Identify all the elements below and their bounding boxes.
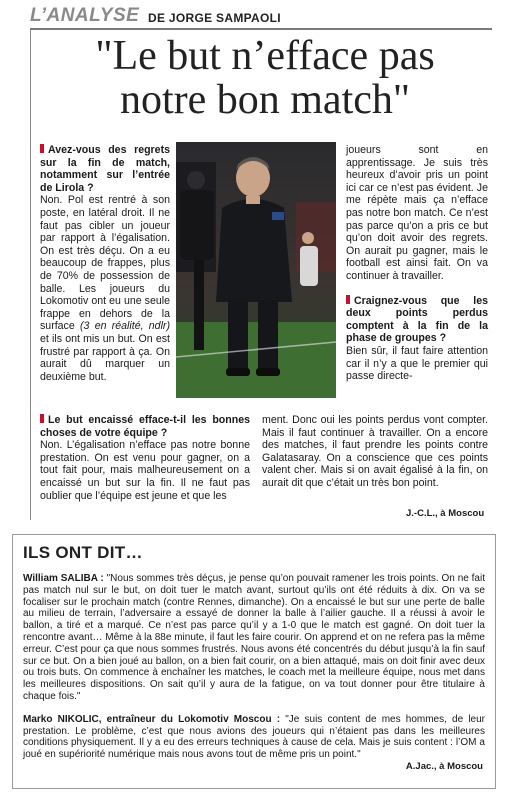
section-kicker: [30, 6, 492, 30]
quotes-box-title: ILS ONT DIT…: [23, 543, 143, 562]
article-signature: J.-C.L., à Moscou: [406, 508, 485, 519]
answer-2: Non. L’égalisation n’efface pas notre bonne prestation. On est venu pour gagner, on a tout fait pour, mais malheureusement on a encaissé un but sur la fin. Il ne faut pas oublier que l’équipe est jeune et que les: [40, 439, 250, 502]
answer-3-end: ment. Donc oui les points perdus vont compter. Mais il faut continuer à travailler. On a encore des matches, il faut prendre les points contre Galatasaray. On a conscience que ces points valent cher. Mais si on avait égalisé à la fin, on aurait dit que c’était un très bon point.: [262, 414, 488, 489]
interview-column-bottom-right: [262, 414, 488, 490]
quote-nikolic: Marko NIKOLIC, entraîneur du Lokomotiv Moscou : "Je suis content de mes hommes, de leur prestation. Le problème, c’est que nous avions des joueurs qui n’étaient pas dans les meilleures conditions physiquement. Il y a eu des erreurs techniques à cause de cela. Mais je suis content : l’OM a joué en supériorité numérique mais nous avons tout de même pris un point.": [23, 713, 485, 761]
coach-photo: [176, 142, 336, 398]
interview-column-bottom-left: [40, 414, 250, 502]
vertical-rule: [30, 30, 31, 520]
question-marker: [40, 144, 44, 153]
quotes-box-signature: A.Jac., à Moscou: [405, 761, 483, 772]
question-marker: [346, 295, 350, 304]
interview-column-left: [40, 144, 170, 383]
speaker-saliba: William SALIBA :: [23, 573, 104, 584]
editor-note: (3 en réalité, ndlr): [80, 320, 170, 333]
answer-1: Non. Pol est rentré à son poste, en latéral droit. Il ne faut pas cibler un joueur par rapport à l’égalisation. On est très déçu. On a eu beaucoup de frappes, plus de 70% de possession de balle. Les joueurs du Lokomotiv ont eu une seule frappe en dehors de la surface (3 en réalité, ndlr) et ils ont mis un but. On est frustré par rapport à ça. On aurait dû marquer un deuxième but.: [40, 194, 170, 383]
quote-saliba: William SALIBA : "Nous sommes très déçus, je pense qu’on pouvait ramener les trois points. On ne fait pas match nul sur le but, on doit tuer le match avant, surtout qu’ils ont été réduits à dix. On va se focaliser sur le prochain match (contre Rennes, dimanche). On a encaissé le but sur une perte de balle au milieu de terrain, l’adversaire a essayé de donner la balle à l’ailier gauche. Il a réussi à avoir le ballon, a tiré et a marqué. Ce n’est pas parce qu’il y a 1-0 que le match est gagné. On doit tuer la rencontre avant… Même à la 88e minute, il faut les faire courir. On apprend et on ne refera pas la même erreur. C’est pour ça que nous sommes frustrés. Nous avons été concentrés du début jusqu’à la fin sauf sur ce but. On a bien joué au ballon, on a bien fait courir, on a bien attaqué, mais on doit finir avec deux ou trois buts. On commence à enchaîner les matches, le coach met la meilleure équipe, nous met dans les meilleures dispositions. On sait qu’il y aura de la fatigue, on va tout donner pour être titulaire à chaque fois.": [23, 573, 485, 702]
section-label: L’ANALYSE: [30, 5, 140, 26]
question-3: Craignez-vous que les deux points perdus comptent à la fin de la phase de groupes ?: [346, 294, 488, 345]
answer-3-start: Bien sûr, il faut faire attention car il n’y a que le premier qui passe directe-: [346, 344, 488, 383]
headline-line-1: "Le but n’efface pas: [95, 33, 435, 79]
headline: [40, 34, 490, 122]
speaker-nikolic: Marko NIKOLIC, entraîneur du Lokomotiv Moscou :: [23, 713, 281, 725]
quotes-box-body: [23, 573, 485, 761]
question-2: Le but encaissé efface-t-il les bonnes choses de votre équipe ?: [40, 414, 250, 439]
section-author: DE JORGE SAMPAOLI: [148, 11, 281, 25]
headline-line-2: notre bon match": [119, 77, 411, 123]
quotes-box: [12, 534, 496, 789]
interview-column-right: [346, 144, 488, 383]
question-marker: [40, 414, 44, 423]
question-1: Avez-vous des regrets sur la fin de match, notamment sur l’entrée de Lirola ?: [40, 144, 170, 194]
answer-2-continued: joueurs sont en apprentissage. Je suis très heureux d’avoir pris un point ici car ce n’est pas évident. Je me répète mais ça n’efface pas notre bon match. Ce n’est pas parce qu’on a pris ce but qu’on doit avoir des regrets. On aurait pu gagner, mais le football est ainsi fait. On va continuer à travailler.: [346, 144, 488, 282]
